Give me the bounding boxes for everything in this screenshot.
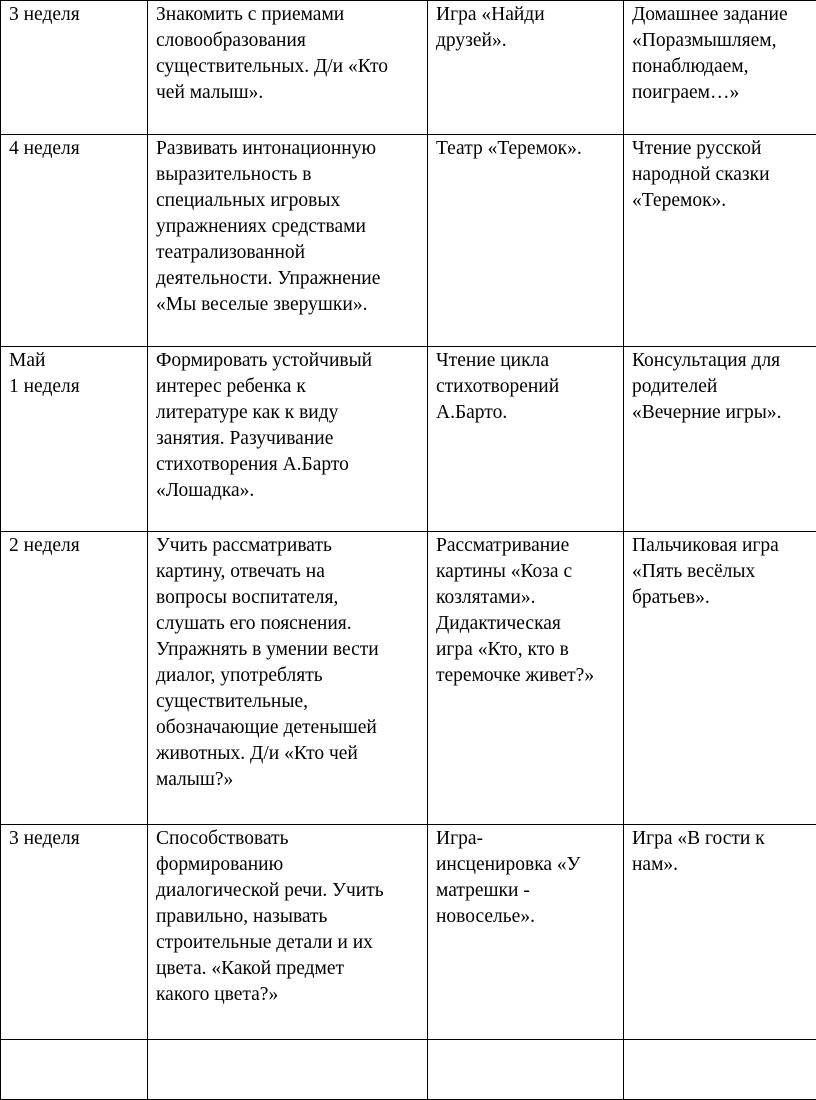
goal-text: Развивать интонационную выразительность в специальных игровых упражнениях средствами театрализованной деятельности. Упражнение «Мы веселые зверушки». xyxy=(156,136,419,318)
family-text: Домашнее задание «Поразмышляем, понаблюдаем, поиграем…» xyxy=(632,2,813,106)
period-cell xyxy=(1,532,148,825)
period-text: Май 1 неделя xyxy=(9,348,139,400)
table-row xyxy=(1,135,816,347)
period-cell xyxy=(1,1040,148,1100)
table-row xyxy=(1,1040,816,1100)
family-cell xyxy=(624,1040,816,1100)
goal-cell xyxy=(148,1040,428,1100)
activity-cell xyxy=(428,532,624,825)
period-cell xyxy=(1,1,148,135)
period-cell xyxy=(1,347,148,532)
goal-cell xyxy=(148,532,428,825)
activity-cell xyxy=(428,825,624,1040)
activity-text: Чтение цикла стихотворений А.Барто. xyxy=(436,348,615,426)
goal-text: Формировать устойчивый интерес ребенка к литературе как к виду занятия. Разучивание стихотворения А.Барто «Лошадка». xyxy=(156,348,419,504)
family-cell xyxy=(624,135,816,347)
family-text: Пальчиковая игра «Пять весёлых братьев». xyxy=(632,533,813,611)
activity-cell xyxy=(428,135,624,347)
activity-text: Рассматривание картины «Коза с козлятами». Дидактическая игра «Кто, кто в теремочке живет?» xyxy=(436,533,615,689)
goal-cell xyxy=(148,1,428,135)
period-cell xyxy=(1,135,148,347)
goal-cell xyxy=(148,135,428,347)
period-cell xyxy=(1,825,148,1040)
table-row xyxy=(1,532,816,825)
activity-cell xyxy=(428,347,624,532)
activity-cell xyxy=(428,1,624,135)
activity-text: Игра «Найди друзей». xyxy=(436,2,615,54)
family-text: Консультация для родителей «Вечерние игры». xyxy=(632,348,813,426)
goal-cell xyxy=(148,347,428,532)
period-text: 3 неделя xyxy=(9,2,139,28)
goal-text: Учить рассматривать картину, отвечать на вопросы воспитателя, слушать его пояснения. Упражнять в умении вести диалог, употреблять существительные, обозначающие детенышей животных. Д/и «Кто чей малыш?» xyxy=(156,533,419,793)
family-text: Игра «В гости к нам». xyxy=(632,826,813,878)
goal-text: Способствовать формированию диалогической речи. Учить правильно, называть строительные детали и их цвета. «Какой предмет какого цвета?» xyxy=(156,826,419,1008)
activity-text: Игра- инсценировка «У матрешки - новоселье». xyxy=(436,826,615,930)
period-text: 4 неделя xyxy=(9,136,139,162)
table-row xyxy=(1,347,816,532)
family-cell xyxy=(624,825,816,1040)
goal-cell xyxy=(148,825,428,1040)
period-text: 3 неделя xyxy=(9,826,139,852)
family-cell xyxy=(624,347,816,532)
family-cell xyxy=(624,1,816,135)
table-row xyxy=(1,1,816,135)
period-text: 2 неделя xyxy=(9,533,139,559)
goal-text: Знакомить с приемами словообразования существительных. Д/и «Кто чей малыш». xyxy=(156,2,419,106)
activity-cell xyxy=(428,1040,624,1100)
family-cell xyxy=(624,532,816,825)
activity-text: Театр «Теремок». xyxy=(436,136,615,162)
table-row xyxy=(1,825,816,1040)
family-text: Чтение русской народной сказки «Теремок». xyxy=(632,136,813,214)
